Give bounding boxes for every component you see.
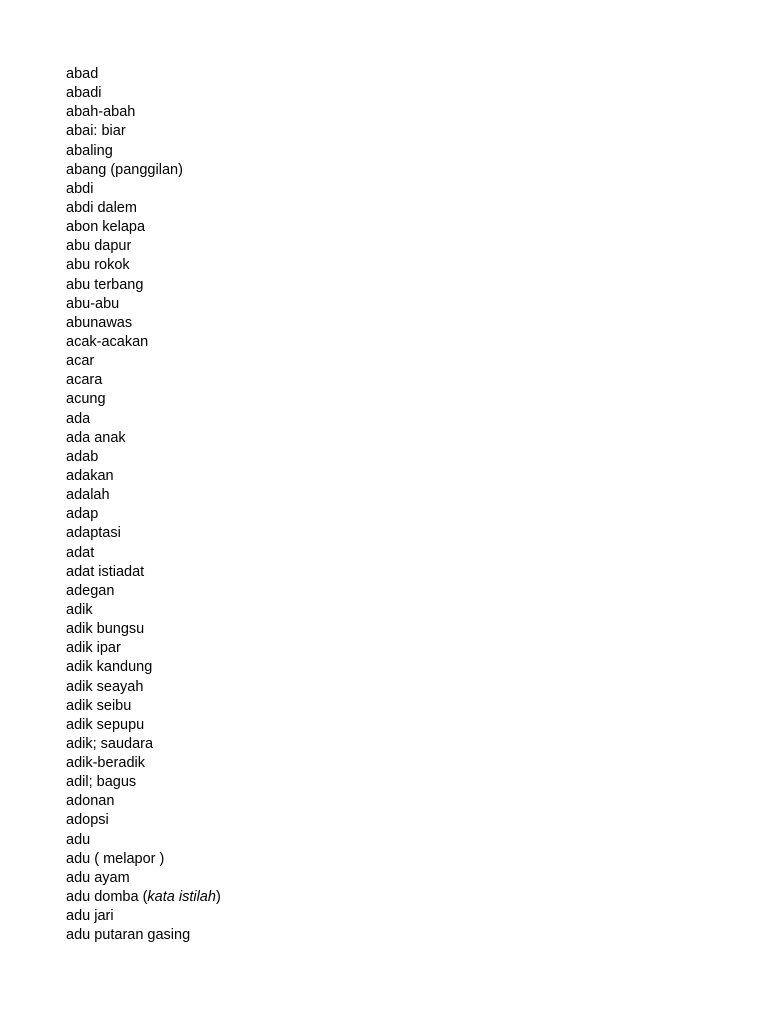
list-item: adik; saudara (66, 735, 154, 752)
list-item: ada anak (66, 429, 126, 446)
list-item: abdi (66, 180, 94, 197)
list-item: adik ipar (66, 640, 121, 657)
list-item: abdi dalem (66, 199, 137, 216)
list-item: adat istiadat (66, 563, 145, 580)
list-item: abad (66, 66, 99, 82)
list-item: adalah (66, 487, 110, 504)
word-list (66, 65, 221, 945)
list-item: abah-abah (66, 104, 136, 121)
list-item: abu rokok (66, 257, 130, 274)
list-item: adik seibu (66, 697, 132, 714)
list-item-adu-domba (66, 888, 221, 907)
entry-italic-note: kata istilah (147, 889, 216, 906)
list-item: adonan (66, 793, 115, 810)
list-item: abang (panggilan) (66, 161, 183, 178)
list-item: acung (66, 391, 106, 408)
list-item: adu ( melapor ) (66, 850, 165, 867)
list-item: abunawas (66, 314, 133, 331)
list-item: abon kelapa (66, 219, 146, 236)
list-item: adu (66, 831, 91, 848)
list-item: adu jari (66, 908, 114, 925)
list-item: adik sepupu (66, 716, 145, 733)
list-item: adik bungsu (66, 621, 145, 638)
entry-text: adu domba ( (66, 889, 148, 906)
list-item: acak-acakan (66, 333, 149, 350)
list-item: ada (66, 410, 91, 427)
list-item: abadi (66, 85, 102, 102)
list-item: abu-abu (66, 295, 120, 312)
list-item: adik seayah (66, 678, 144, 695)
list-item: adu ayam (66, 869, 130, 886)
list-item: adakan (66, 467, 114, 484)
list-item: adil; bagus (66, 774, 137, 791)
list-item: abu dapur (66, 238, 132, 255)
list-item: adab (66, 448, 99, 465)
list-item: adopsi (66, 812, 109, 829)
list-item: acar (66, 353, 95, 370)
list-item: abaling (66, 142, 113, 159)
list-item: abu terbang (66, 276, 144, 293)
list-item: adaptasi (66, 525, 121, 542)
list-item: adegan (66, 582, 115, 599)
list-item: adik kandung (66, 659, 153, 676)
entry-text: ) (215, 889, 221, 906)
list-item: adik-beradik (66, 755, 145, 772)
list-item: adik (66, 601, 93, 618)
list-item: acara (66, 372, 103, 389)
list-item: adap (66, 506, 99, 523)
list-item: adat (66, 544, 95, 561)
list-item: adu putaran gasing (66, 927, 191, 944)
list-item: abai: biar (66, 123, 126, 140)
